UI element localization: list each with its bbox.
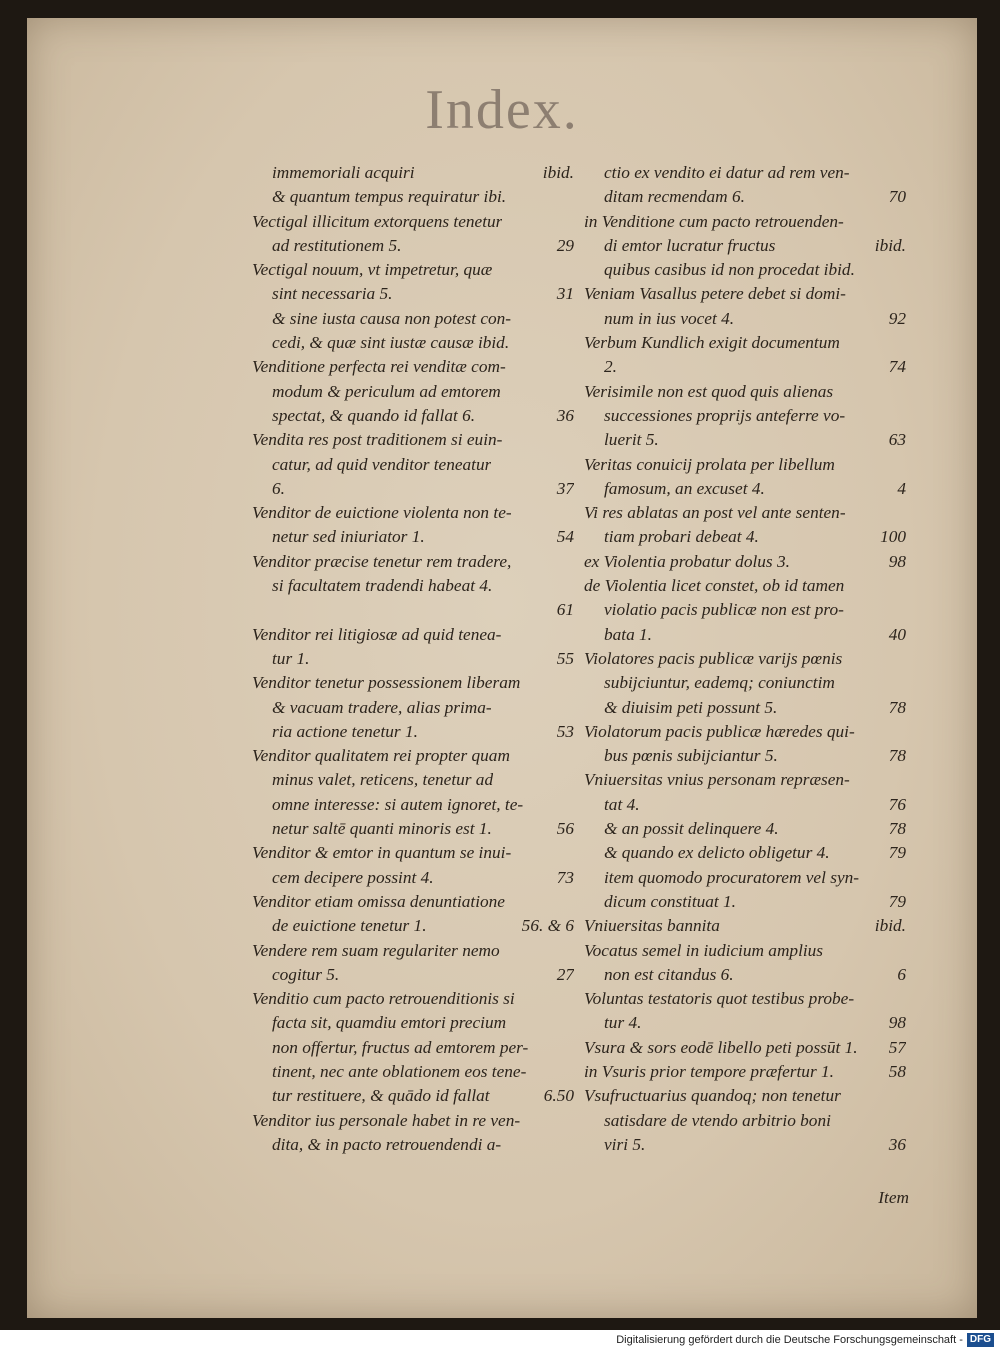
entry-text: modum & periculum ad emtorem xyxy=(272,381,501,401)
entry-text: famosum, an excuset 4. xyxy=(604,478,765,498)
index-entry-line xyxy=(584,623,906,647)
index-entry-line xyxy=(584,720,906,744)
entry-page-ref: 100 xyxy=(880,527,906,547)
index-entry-line xyxy=(584,768,906,792)
entry-text: tinent, nec ante oblationem eos tene- xyxy=(272,1061,527,1081)
index-entry-line xyxy=(584,866,906,890)
index-entry-line xyxy=(584,987,906,1011)
entry-text: netur sed iniuriator 1. xyxy=(272,527,425,547)
entry-text: ctio ex vendito ei datur ad rem ven- xyxy=(604,163,850,182)
entry-text: cedi, & quæ sint iustæ causæ ibid. xyxy=(272,333,510,353)
entry-text: netur saltē quanti minoris est 1. xyxy=(272,819,492,839)
index-entry-line xyxy=(252,841,574,865)
entry-text: spectat, & quando id fallat 6. xyxy=(272,405,476,425)
entry-page-ref: ibid. xyxy=(542,163,574,182)
index-column-left xyxy=(252,161,574,1157)
entry-page-ref: 76 xyxy=(888,794,906,814)
entry-page-ref: 55 xyxy=(556,648,574,668)
entry-text: Venditor & emtor in quantum se inui- xyxy=(252,843,512,863)
index-entry-line xyxy=(252,817,574,841)
entry-page-ref: 4 xyxy=(897,478,906,498)
index-entry-line xyxy=(584,161,906,185)
entry-page-ref: ibid. xyxy=(874,235,906,255)
entry-text: 6. xyxy=(272,478,285,498)
index-entry-line xyxy=(252,1133,574,1157)
index-entry-line xyxy=(584,914,906,938)
entry-text: cem decipere possint 4. xyxy=(272,867,434,887)
entry-text: si facultatem tradendi habeat 4. xyxy=(272,576,493,596)
entry-text: & diuisim peti possunt 5. xyxy=(604,697,778,717)
entry-text: luerit 5. xyxy=(604,430,659,450)
entry-page-ref: 36 xyxy=(888,1134,906,1154)
index-entry-line xyxy=(252,234,574,258)
index-entry-line xyxy=(252,939,574,963)
entry-page-ref: 27 xyxy=(556,964,574,984)
index-entry-line xyxy=(584,404,906,428)
entry-text: tiam probari debeat 4. xyxy=(604,527,759,547)
entry-page-ref: 78 xyxy=(888,746,906,766)
entry-text: bata 1. xyxy=(604,624,653,644)
entry-text: cogitur 5. xyxy=(272,964,340,984)
entry-text: tur restituere, & quādo id fallat xyxy=(272,1086,490,1106)
entry-page-ref: 92 xyxy=(888,308,906,328)
index-column-right xyxy=(584,161,906,1157)
entry-text: non offertur, fructus ad emtorem per- xyxy=(272,1037,529,1057)
entry-text: minus valet, reticens, tenetur ad xyxy=(272,770,494,790)
index-entry-line xyxy=(584,550,906,574)
digitization-footer xyxy=(0,1330,1000,1351)
entry-page-ref: 40 xyxy=(888,624,906,644)
index-entry-line xyxy=(584,380,906,404)
entry-text: dicum constituat 1. xyxy=(604,891,736,911)
index-entry-line xyxy=(584,428,906,452)
entry-text: de euictione tenetur 1. xyxy=(272,916,427,936)
entry-page-ref: 74 xyxy=(888,357,906,377)
entry-text: Vniuersitas bannita xyxy=(584,916,720,936)
entry-text: Venditor de euictione violenta non te- xyxy=(252,503,512,523)
index-entry-line xyxy=(252,987,574,1011)
entry-page-ref: 53 xyxy=(556,721,574,741)
index-entry-line xyxy=(584,890,906,914)
index-entry-line xyxy=(252,671,574,695)
index-entry-line xyxy=(584,1133,906,1157)
entry-text: tur 4. xyxy=(604,1013,642,1033)
index-entry-line xyxy=(584,258,906,282)
index-entry-line xyxy=(584,1011,906,1035)
entry-text: violatio pacis publicæ non est pro- xyxy=(604,600,844,620)
index-entry-line xyxy=(584,501,906,525)
entry-page-ref: 58 xyxy=(888,1061,906,1081)
index-entry-line xyxy=(584,1109,906,1133)
index-entry-line xyxy=(252,647,574,671)
entry-page-ref: 78 xyxy=(888,819,906,839)
index-entry-line xyxy=(584,647,906,671)
entry-text: di emtor lucratur fructus xyxy=(604,235,776,255)
entry-text: Venditor rei litigiosæ ad quid tenea- xyxy=(252,624,502,644)
index-entry-line xyxy=(252,1011,574,1035)
page-header: Index. xyxy=(425,79,579,141)
entry-text: Vi res ablatas an post vel ante senten- xyxy=(584,503,846,523)
index-entry-line xyxy=(252,428,574,452)
entry-text: Venditor etiam omissa denuntiatione xyxy=(252,891,505,911)
index-entry-line xyxy=(584,744,906,768)
index-entry-line xyxy=(252,866,574,890)
index-entry-line xyxy=(252,550,574,574)
index-entry-line xyxy=(252,720,574,744)
entry-text: & quando ex delicto obligetur 4. xyxy=(604,843,830,863)
entry-text: & sine iusta causa non potest con- xyxy=(272,308,512,328)
entry-text: Venditor præcise tenetur rem tradere, xyxy=(252,551,512,571)
entry-page-ref: 6.50 xyxy=(543,1086,574,1106)
entry-page-ref: 70 xyxy=(888,187,906,207)
entry-text: omne interesse: si autem ignoret, te- xyxy=(272,794,524,814)
index-entry-line xyxy=(252,210,574,234)
entry-text: bus pœnis subijciantur 5. xyxy=(604,746,778,766)
index-entry-line xyxy=(252,185,574,209)
entry-text: satisdare de vtendo arbitrio boni xyxy=(604,1110,831,1130)
index-entry-line xyxy=(584,525,906,549)
index-entry-line xyxy=(584,307,906,331)
entry-text: & vacuam tradere, alias prima- xyxy=(272,697,492,717)
entry-text: & an possit delinquere 4. xyxy=(604,819,779,839)
index-entry-line xyxy=(584,185,906,209)
entry-text: tat 4. xyxy=(604,794,640,814)
entry-text: Vectigal nouum, vt impetretur, quæ xyxy=(252,260,493,280)
entry-text: Vsufructuarius quandoq; non tenetur xyxy=(584,1086,841,1106)
index-entry-line xyxy=(252,282,574,306)
entry-page-ref: 98 xyxy=(888,551,906,571)
entry-text: Violatorum pacis publicæ hæredes qui- xyxy=(584,721,855,741)
entry-text: facta sit, quamdiu emtori precium xyxy=(272,1013,507,1033)
entry-text: item quomodo procuratorem vel syn- xyxy=(604,867,860,887)
index-entry-line xyxy=(252,793,574,817)
entry-page-ref: ibid. xyxy=(874,916,906,936)
index-entry-line xyxy=(584,282,906,306)
entry-page-ref: 79 xyxy=(888,843,906,863)
index-entry-line xyxy=(252,574,574,598)
index-entry-line xyxy=(252,404,574,428)
entry-text: in Venditione cum pacto retrouenden- xyxy=(584,211,844,231)
index-entry-line xyxy=(252,501,574,525)
index-entry-line xyxy=(252,453,574,477)
index-entry-line xyxy=(584,671,906,695)
index-entry-line xyxy=(252,161,574,185)
index-entry-line xyxy=(252,331,574,355)
entry-page-ref: 78 xyxy=(888,697,906,717)
book-page xyxy=(27,18,977,1318)
index-entry-line xyxy=(584,1036,906,1060)
entry-page-ref: 98 xyxy=(888,1013,906,1033)
entry-page-ref: 54 xyxy=(556,527,574,547)
index-entry-line xyxy=(252,890,574,914)
index-entry-line xyxy=(584,696,906,720)
entry-text: Venditione perfecta rei venditæ com- xyxy=(252,357,506,377)
catchword: Item xyxy=(878,1188,909,1207)
index-entry-line xyxy=(584,331,906,355)
entry-page-ref: 56. & 6 xyxy=(521,916,574,936)
entry-text: Vsura & sors eodē libello peti possūt 1. xyxy=(584,1037,858,1057)
index-entry-line xyxy=(252,598,574,622)
index-entry-line xyxy=(252,1084,574,1108)
entry-text: & quantum tempus requiratur ibi. xyxy=(272,187,507,207)
index-entry-line xyxy=(584,963,906,987)
index-entry-line xyxy=(584,234,906,258)
index-entry-line xyxy=(252,525,574,549)
index-entry-line xyxy=(584,793,906,817)
index-entry-line xyxy=(584,574,906,598)
entry-text: non est citandus 6. xyxy=(604,964,734,984)
index-entry-line xyxy=(584,355,906,379)
index-entry-line xyxy=(252,258,574,282)
index-entry-line xyxy=(252,307,574,331)
entry-page-ref: 61 xyxy=(556,600,574,620)
entry-text: ad restitutionem 5. xyxy=(272,235,402,255)
entry-page-ref: 36 xyxy=(556,405,574,425)
entry-text: immemoriali acquiri xyxy=(272,163,415,182)
index-entry-line xyxy=(584,598,906,622)
index-entry-line xyxy=(252,623,574,647)
index-entry-line xyxy=(252,380,574,404)
index-entry-line xyxy=(252,744,574,768)
index-entry-line xyxy=(252,1036,574,1060)
entry-text: tur 1. xyxy=(272,648,310,668)
entry-text: Veniam Vasallus petere debet si domi- xyxy=(584,284,846,304)
index-entry-line xyxy=(252,696,574,720)
dfg-logo: DFG xyxy=(967,1333,994,1347)
entry-text: Venditio cum pacto retrouenditionis si xyxy=(252,989,515,1009)
footer-credit: Digitalisierung gefördert durch die Deutsche Forschungsgemeinschaft - xyxy=(616,1334,963,1346)
entry-text: viri 5. xyxy=(604,1134,646,1154)
index-entry-line xyxy=(584,841,906,865)
entry-text: ex Violentia probatur dolus 3. xyxy=(584,551,790,571)
entry-text: ditam recmendam 6. xyxy=(604,187,745,207)
entry-text: Venditor ius personale habet in re ven- xyxy=(252,1110,521,1130)
entry-page-ref: 63 xyxy=(888,430,906,450)
index-entry-line xyxy=(252,914,574,938)
index-entry-line xyxy=(252,1060,574,1084)
entry-text: in Vsuris prior tempore præfertur 1. xyxy=(584,1061,834,1081)
index-entry-line xyxy=(252,963,574,987)
entry-text: Vocatus semel in iudicium amplius xyxy=(584,940,824,960)
entry-page-ref: 56 xyxy=(556,819,574,839)
entry-page-ref: 73 xyxy=(556,867,574,887)
index-entry-line xyxy=(584,939,906,963)
entry-text: de Violentia licet constet, ob id tamen xyxy=(584,576,845,596)
entry-text: sint necessaria 5. xyxy=(272,284,393,304)
entry-text: subijciuntur, eademq; coniunctim xyxy=(604,673,835,693)
entry-text: Venditor qualitatem rei propter quam xyxy=(252,746,510,766)
index-entry-line xyxy=(584,817,906,841)
entry-text: Verbum Kundlich exigit documentum xyxy=(584,333,840,353)
index-entry-line xyxy=(584,1060,906,1084)
entry-text: num in ius vocet 4. xyxy=(604,308,735,328)
entry-text: Vendere rem suam regulariter nemo xyxy=(252,940,500,960)
entry-page-ref: 29 xyxy=(556,235,574,255)
entry-text: 2. xyxy=(604,357,617,377)
index-entry-line xyxy=(584,477,906,501)
entry-page-ref: 37 xyxy=(556,478,574,498)
entry-text: Veritas conuicij prolata per libellum xyxy=(584,454,835,474)
entry-text: Verisimile non est quod quis alienas xyxy=(584,381,834,401)
entry-text: Vectigal illicitum extorquens tenetur xyxy=(252,211,503,231)
index-entry-line xyxy=(584,453,906,477)
index-entry-line xyxy=(252,1109,574,1133)
index-entry-line xyxy=(252,355,574,379)
index-entry-line xyxy=(584,1084,906,1108)
index-entry-line xyxy=(252,768,574,792)
entry-text: Venditor tenetur possessionem liberam xyxy=(252,673,521,693)
entry-page-ref: 57 xyxy=(888,1037,906,1057)
entry-text: Vniuersitas vnius personam repræsen- xyxy=(584,770,850,790)
index-entry-line xyxy=(584,210,906,234)
entry-text: quibus casibus id non procedat ibid. xyxy=(604,260,855,280)
entry-page-ref: 6 xyxy=(897,964,906,984)
index-entry-line xyxy=(252,477,574,501)
entry-text: Violatores pacis publicæ varijs pœnis xyxy=(584,648,843,668)
entry-text: Vendita res post traditionem si euin- xyxy=(252,430,503,450)
entry-text: ria actione tenetur 1. xyxy=(272,721,418,741)
entry-page-ref: 79 xyxy=(888,891,906,911)
entry-text: successiones proprijs anteferre vo- xyxy=(604,405,846,425)
entry-text: Voluntas testatoris quot testibus probe- xyxy=(584,989,855,1009)
entry-text: dita, & in pacto retrouendendi a- xyxy=(272,1134,502,1154)
entry-text: catur, ad quid venditor teneatur xyxy=(272,454,492,474)
entry-page-ref: 31 xyxy=(556,284,574,304)
